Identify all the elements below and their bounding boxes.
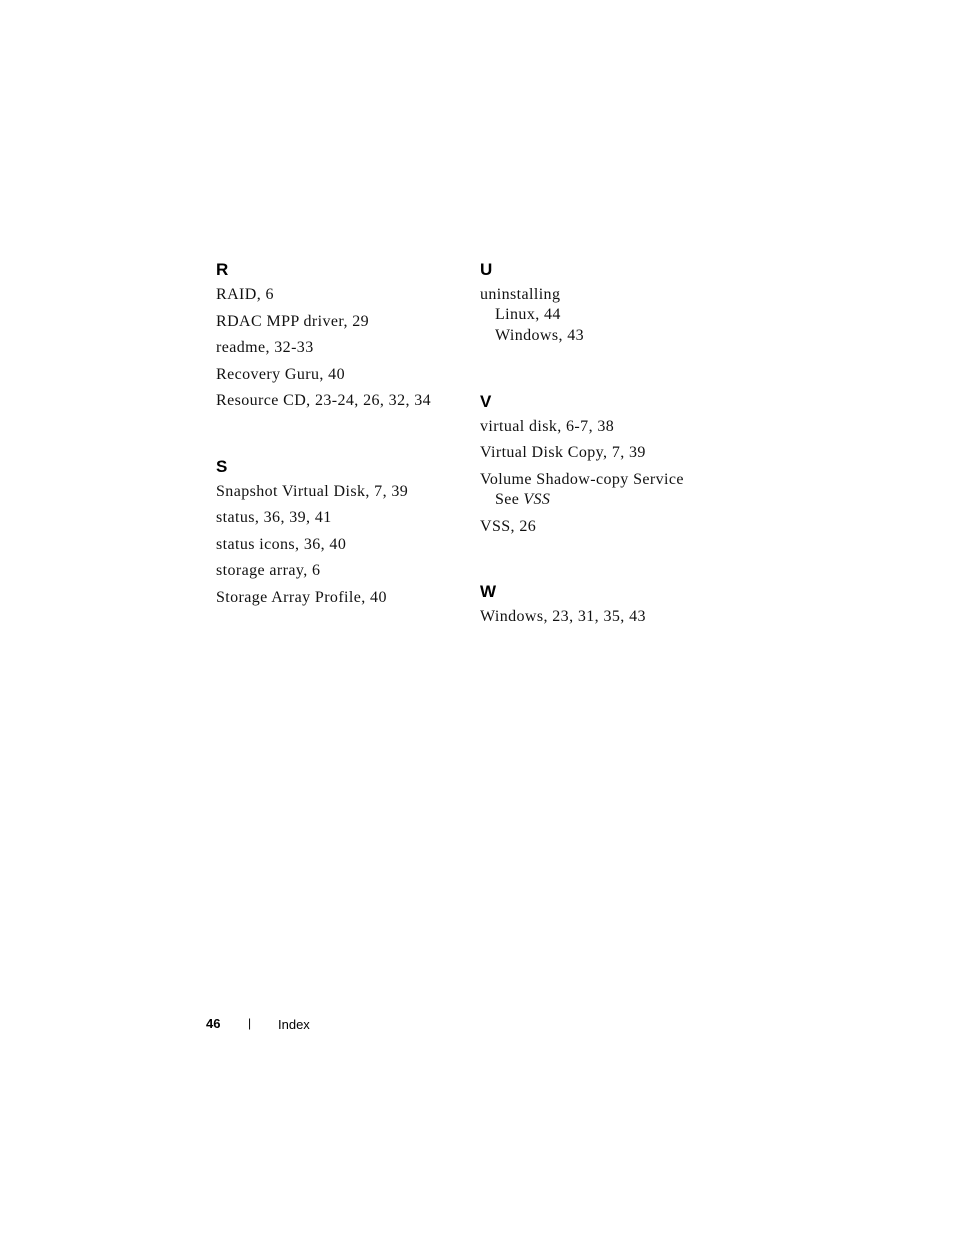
section-letter-r: R — [216, 260, 229, 279]
index-entry: Recovery Guru, 40 — [216, 365, 345, 383]
index-term: Volume Shadow-copy Service — [480, 470, 684, 488]
footer-section-title: Index — [278, 1017, 310, 1032]
index-entry — [480, 285, 740, 346]
section-letter-v: V — [480, 391, 492, 411]
see-target: VSS — [523, 490, 551, 508]
section-u-entries — [480, 285, 740, 346]
index-entry: status, 36, 39, 41 — [216, 509, 332, 526]
index-entry: RAID, 6 — [216, 286, 274, 303]
index-entry: virtual disk, 6-7, 38 — [480, 417, 615, 435]
section-spacer — [216, 418, 466, 455]
index-entry — [480, 470, 740, 511]
index-column-right — [480, 258, 740, 634]
index-entry: Windows, 23, 31, 35, 43 — [480, 608, 646, 625]
index-subentry: Linux, 44 — [495, 306, 561, 323]
footer-separator: | — [248, 1016, 252, 1030]
index-entry: Resource CD, 23-24, 26, 32, 34 — [216, 392, 432, 409]
index-subentry: Windows, 43 — [495, 326, 585, 344]
index-entry: storage array, 6 — [216, 562, 321, 579]
index-entry: readme, 32-33 — [216, 339, 314, 356]
page-number: 46 — [206, 1016, 221, 1031]
section-s-entries — [216, 482, 466, 608]
section-r-entries — [216, 285, 466, 411]
section-spacer — [480, 543, 740, 580]
index-term: uninstalling — [480, 286, 561, 303]
see-reference — [480, 490, 740, 511]
section-letter-w: W — [480, 582, 497, 601]
page-footer — [0, 1014, 954, 1036]
section-v-entries — [480, 417, 740, 537]
section-spacer — [480, 353, 740, 390]
index-entry: RDAC MPP driver, 29 — [216, 312, 370, 330]
index-entry: VSS, 26 — [480, 517, 537, 535]
section-w-entries — [480, 607, 740, 627]
index-column-left — [216, 258, 466, 614]
see-label: See — [495, 490, 520, 508]
index-entry: Storage Array Profile, 40 — [216, 588, 387, 606]
index-entry: Virtual Disk Copy, 7, 39 — [480, 444, 646, 461]
index-entry: Snapshot Virtual Disk, 7, 39 — [216, 482, 409, 500]
section-letter-u: U — [480, 260, 493, 279]
index-entry: status icons, 36, 40 — [216, 535, 347, 553]
section-letter-s: S — [216, 456, 228, 476]
